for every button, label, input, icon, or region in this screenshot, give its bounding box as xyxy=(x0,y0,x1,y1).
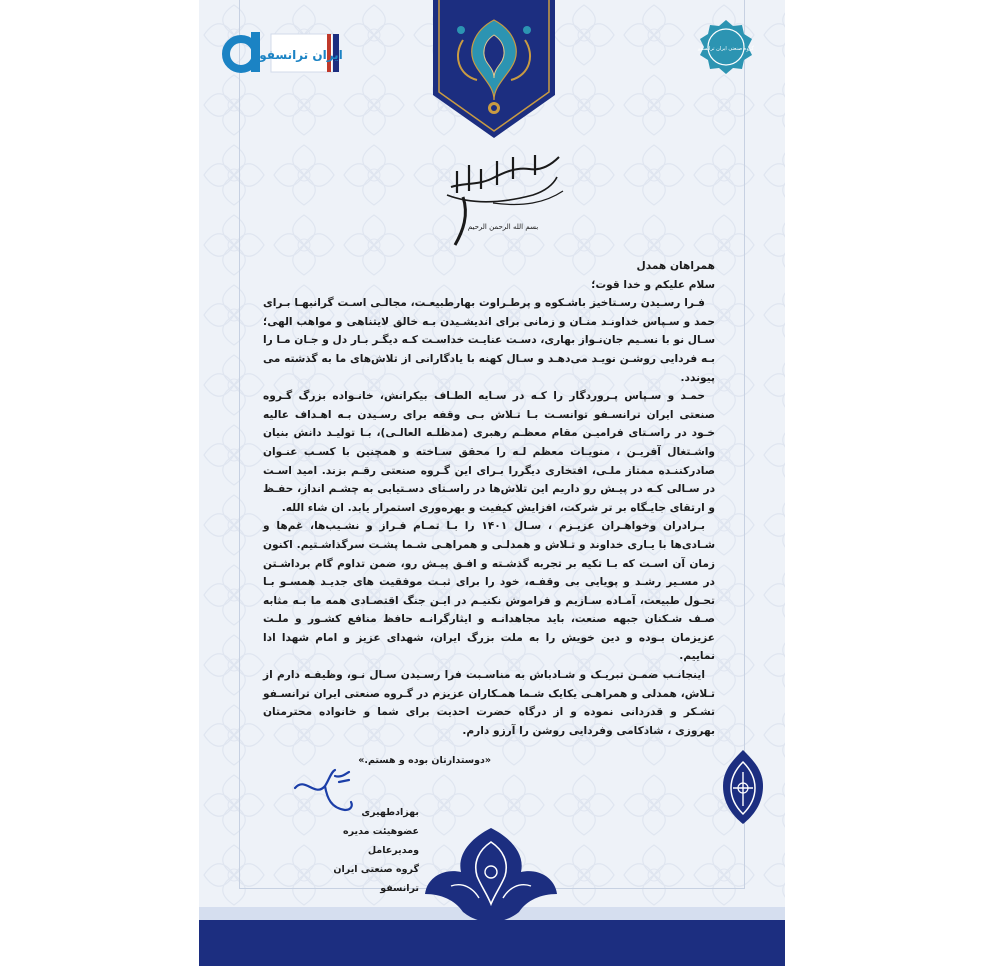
side-ornament xyxy=(719,748,767,826)
bismillah-text: بسم الله الرحمن الرحیم xyxy=(467,223,539,231)
letter-body xyxy=(263,257,715,740)
paragraph-1: فـرا رسـیدن رسـتاخیز باشـکوه و پرطـراوت بهارطبیعـت، مجالـی اسـت گرانبهـا بـرای حمد و سـپاس خداونـد منـان و زمانی برای اندیشـیدن بـه خالق لایتناهی و مواهب الهی؛ سـال نو با نسـیم جان‌نـواز بهاری، دسـت عنایـت خداسـت کـه دیگـر بـار دل و جـان مـا را بـه فردایی روشـن نویـد می‌دهـد و سـال کهنه با یادگارانی از تلاش‌های ما به گذشته می پیوندد. xyxy=(263,297,715,384)
header-ornament xyxy=(433,0,555,142)
signer-name: بهزادطهیری xyxy=(361,807,419,818)
greeting: همراهان همدل xyxy=(636,260,715,272)
logo-text: ایران ترانسفو xyxy=(259,48,343,62)
letter-sheet xyxy=(199,0,785,966)
company-logo xyxy=(215,28,343,78)
paragraph-2: حمـد و سـپاس پـروردگار را کـه در سـایه الطـاف بیکرانش، خانـواده بزرگ گـروه صنعتی ایران ترانسـفو توانسـت بـا تـلاش بـی وقفه برای رسـیدن بـه اهـداف عالیه خـود در راسـتای فرامیـن مقام معظـم رهبری (مدظلـه العالـی)، بـا تولیـد دانش بنیان واشـتغال آفریـن ، منویـات معظم لـه را محقق سـاخته و همچنین با کسـب عنـوان صادرکننـده ممتاز ملـی، افتخاری دیگررا بـرای این گـروه صنعتی رقـم بزند. امید اسـت در سـالی کـه در پیـش رو داریم این تلاش‌ها در راسـتای دسـتیابی به چشـم انداز، حفـظ و ارتقای جایـگاه بر تر شرکت، افزایش کیفیت و بهره‌وری استمرار یابد. ان شاء الله. xyxy=(263,390,715,514)
signer-block xyxy=(309,803,419,898)
bismillah-calligraphy xyxy=(433,145,573,250)
signer-title: عضوهیئت مدیره ومدیرعامل xyxy=(343,826,419,856)
bottom-ornament xyxy=(421,824,561,924)
bottom-band xyxy=(199,920,785,966)
seal-text: گروه صنعتی ایران ترانسفو xyxy=(698,46,754,52)
paragraph-4: اینجانـب ضمـن تبریـک و شـادباش به مناسـبت فرا رسـیدن سـال نـو، وظیفـه دارم از تـلاش، همدلی و همراهـی یکایک شـما همـکاران عزیزم در گـروه صنعتی ایران ترانسـفو تشـکر و قدردانی نموده و از درگاه حضرت احدیت برای شما و خانواده محترمتان بهروزی ، شادکامی وفردایی روشن را آرزو دارم. xyxy=(263,669,715,737)
paragraph-3: بـرادران وخواهـران عزیـزم ، سـال ۱۴۰۱ را بـا تمـام فـراز و نشـیب‌ها، غم‌ها و شـادی‌ها با یـاری خداوند و تـلاش و همدلـی و همراهـی شـما پشـت سرگذاشـتیم. اکنون زمان آن اسـت که بـا تکیه بر تجربه گذشـته و افـق پیـش رو، ضمن تداوم گام برداشـتن در مسـیر رشـد و پویایی بی وقفـه، خود را برای ثبـت موفقیت های جدیـد همسـو بـا تحـول طبیعت، آمـاده سـازیم و فراموش نکنیـم در ایـن جنگ اقتصـادی همه ما بـه مثابه صـف شـکنان جبهه صنعت، باید مجاهدانـه و ایثارگرانـه حافظ منافع کشـور و ملـت عزیزمان بـوده و دین خویش را به ملت بزرگ ایران، شهدای عزیز و امام شهدا ادا نماییم. xyxy=(263,520,715,663)
salutation: سلام علیکم و خدا قوت؛ xyxy=(591,278,715,291)
closing-quote: «دوستدارتان بوده و هستم.» xyxy=(358,755,491,766)
signer-company: گروه صنعتی ایران ترانسفو xyxy=(333,864,419,894)
company-seal xyxy=(697,18,755,76)
